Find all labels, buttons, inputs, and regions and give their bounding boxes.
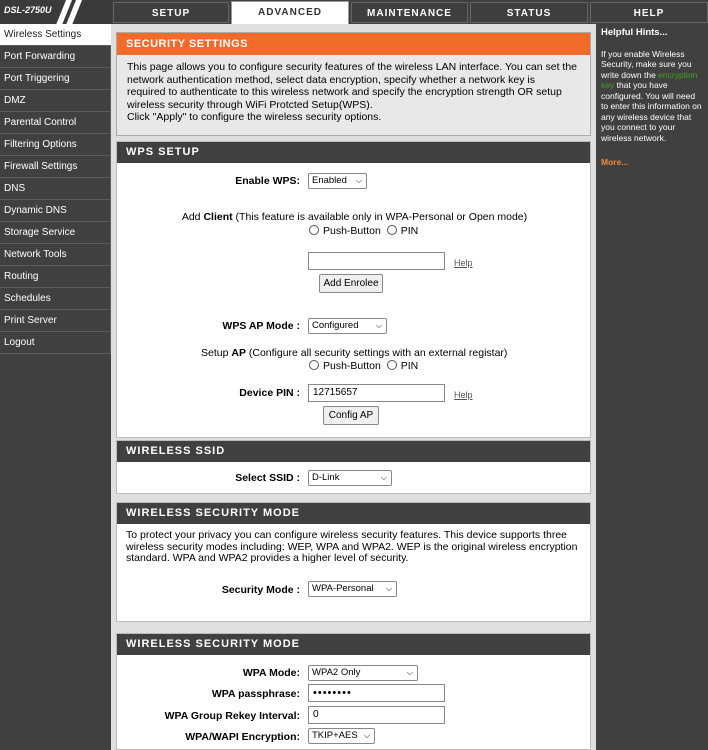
chevron-down-icon: ⌵ — [406, 668, 413, 677]
sidebar-item-dns[interactable]: DNS — [0, 178, 111, 200]
wps-ap-mode-select[interactable] — [308, 318, 387, 334]
ap-pin-radio[interactable] — [387, 360, 397, 370]
wpa-passphrase-input[interactable]: •••••••• — [308, 684, 445, 702]
sidebar-item-logout[interactable]: Logout — [0, 332, 111, 354]
sidebar-item-port-triggering[interactable]: Port Triggering — [0, 68, 111, 90]
sidebar-item-dynamic-dns[interactable]: Dynamic DNS — [0, 200, 111, 222]
sidebar-item-print-server[interactable]: Print Server — [0, 310, 111, 332]
client-pin-help-link[interactable]: Help — [454, 258, 473, 268]
intro-line: This page allows you to configure security features of the wireless LAN interface. You can set the — [127, 61, 577, 73]
pin-label: PIN — [400, 225, 419, 237]
helpful-hints-panel — [596, 24, 708, 750]
description-line: wireless security modes including: WEP, WPA and WPA2. WEP is the original wireless encryption — [126, 540, 578, 553]
description-line: standard. WPA and WPA2 provides a higher level of security. — [126, 552, 409, 564]
description-line: To protect your privacy you can configure wireless security features. This device supports three — [126, 529, 568, 541]
pin-radio[interactable] — [387, 225, 397, 235]
enable-wps-value: Enabled — [312, 175, 347, 186]
tab-help[interactable]: HELP — [590, 2, 708, 23]
wpa-settings-header: WIRELESS SECURITY MODE — [117, 634, 590, 655]
chevron-down-icon: ⌵ — [355, 176, 362, 185]
push-button-radio[interactable] — [309, 225, 319, 235]
sidebar-item-wireless-settings[interactable]: Wireless Settings — [0, 24, 111, 46]
wps-setup-header: WPS SETUP — [117, 142, 590, 163]
device-pin-label: Device PIN : — [239, 387, 300, 399]
wireless-ssid-section — [116, 440, 591, 494]
chevron-down-icon: ⌵ — [385, 584, 392, 593]
wpa-rekey-label: WPA Group Rekey Interval: — [164, 710, 300, 722]
ssid-value: D-Link — [312, 472, 340, 483]
page-title: SECURITY SETTINGS — [117, 33, 590, 55]
tab-advanced[interactable]: ADVANCED — [231, 1, 349, 25]
security-mode-value: WPA-Personal — [312, 583, 374, 594]
sidebar-item-parental-control[interactable]: Parental Control — [0, 112, 111, 134]
intro-line: network authentication method, select data encryption, specify whether a network key is — [127, 73, 535, 86]
wpa-mode-label: WPA Mode: — [242, 667, 300, 679]
device-pin-input[interactable]: 12715657 — [308, 384, 445, 402]
wpa-encryption-value: TKIP+AES — [312, 730, 358, 741]
client-pin-input[interactable] — [308, 252, 445, 270]
client-method-radios — [309, 225, 418, 237]
wps-setup-section — [116, 141, 591, 438]
model-name: DSL-2750U — [4, 5, 52, 15]
setup-ap-text: Setup AP (Configure all security settings with an external registar) — [201, 347, 508, 359]
wpa-passphrase-label: WPA passphrase: — [211, 688, 300, 700]
logo — [0, 0, 112, 25]
main-content — [111, 24, 596, 750]
enable-wps-select[interactable] — [308, 173, 367, 189]
config-ap-button[interactable]: Config AP — [323, 406, 379, 425]
hints-text-part: that you have configured. You will need to enter this information on any wireless device that you connect to your wireless network. — [601, 80, 702, 143]
tab-setup[interactable]: SETUP — [113, 2, 229, 23]
ssid-select[interactable] — [308, 470, 392, 486]
add-client-text: Add Client (This feature is available only in WPA-Personal or Open mode) — [181, 211, 528, 223]
intro-line: Click "Apply" to configure the wireless security options. — [127, 111, 382, 124]
wpa-settings-section — [116, 633, 591, 750]
intro-text — [117, 55, 590, 124]
sidebar-item-filtering-options[interactable]: Filtering Options — [0, 134, 111, 156]
wpa-encryption-select[interactable] — [308, 728, 375, 744]
security-mode-label: Security Mode : — [221, 584, 300, 596]
tab-status[interactable]: STATUS — [470, 2, 588, 23]
chevron-down-icon: ⌵ — [363, 731, 370, 740]
enable-wps-label: Enable WPS: — [235, 175, 300, 187]
sidebar-item-storage-service[interactable]: Storage Service — [0, 222, 111, 244]
wpa-rekey-input[interactable]: 0 — [308, 706, 445, 724]
security-mode-description — [126, 530, 578, 565]
sidebar — [0, 24, 111, 750]
chevron-down-icon: ⌵ — [380, 473, 387, 482]
hints-text — [601, 49, 703, 144]
security-settings-intro — [116, 32, 591, 136]
chevron-down-icon: ⌵ — [375, 321, 382, 330]
push-button-label: Push-Button — [323, 225, 381, 237]
intro-line: wireless security through WiFi Protcted Setup(WPS). — [127, 98, 373, 111]
wpa-encryption-label: WPA/WAPI Encryption: — [185, 731, 300, 743]
security-mode-select[interactable] — [308, 581, 397, 597]
wpa-mode-select[interactable] — [308, 665, 418, 681]
sidebar-item-routing[interactable]: Routing — [0, 266, 111, 288]
ap-push-button-radio[interactable] — [309, 360, 319, 370]
security-mode-header: WIRELESS SECURITY MODE — [117, 503, 590, 524]
ap-method-radios — [309, 360, 418, 372]
device-pin-help-link[interactable]: Help — [454, 390, 473, 400]
intro-line: required to authenticate to this wireless network and specify the encryption strength OR setup — [127, 86, 562, 99]
wps-ap-mode-label: WPS AP Mode : — [222, 320, 300, 332]
security-mode-section — [116, 502, 591, 622]
ap-pin-label: PIN — [400, 360, 419, 372]
sidebar-item-dmz[interactable]: DMZ — [0, 90, 111, 112]
hints-text-part: If you enable Wireless Security, make sure you write down the — [601, 48, 692, 80]
ap-push-button-label: Push-Button — [323, 360, 381, 372]
tab-maintenance[interactable]: MAINTENANCE — [351, 2, 468, 23]
wps-ap-mode-value: Configured — [312, 320, 359, 331]
sidebar-item-firewall-settings[interactable]: Firewall Settings — [0, 156, 111, 178]
select-ssid-label: Select SSID : — [235, 472, 300, 484]
sidebar-item-network-tools[interactable]: Network Tools — [0, 244, 111, 266]
sidebar-item-port-forwarding[interactable]: Port Forwarding — [0, 46, 111, 68]
more-hints-link[interactable]: More... — [601, 157, 629, 167]
wireless-ssid-header: WIRELESS SSID — [117, 441, 590, 462]
hints-title: Helpful Hints... — [601, 27, 668, 38]
hints-highlight: encryption key — [601, 69, 698, 90]
wpa-mode-value: WPA2 Only — [312, 667, 361, 678]
add-enrolee-button[interactable]: Add Enrolee — [319, 274, 383, 293]
sidebar-item-schedules[interactable]: Schedules — [0, 288, 111, 310]
